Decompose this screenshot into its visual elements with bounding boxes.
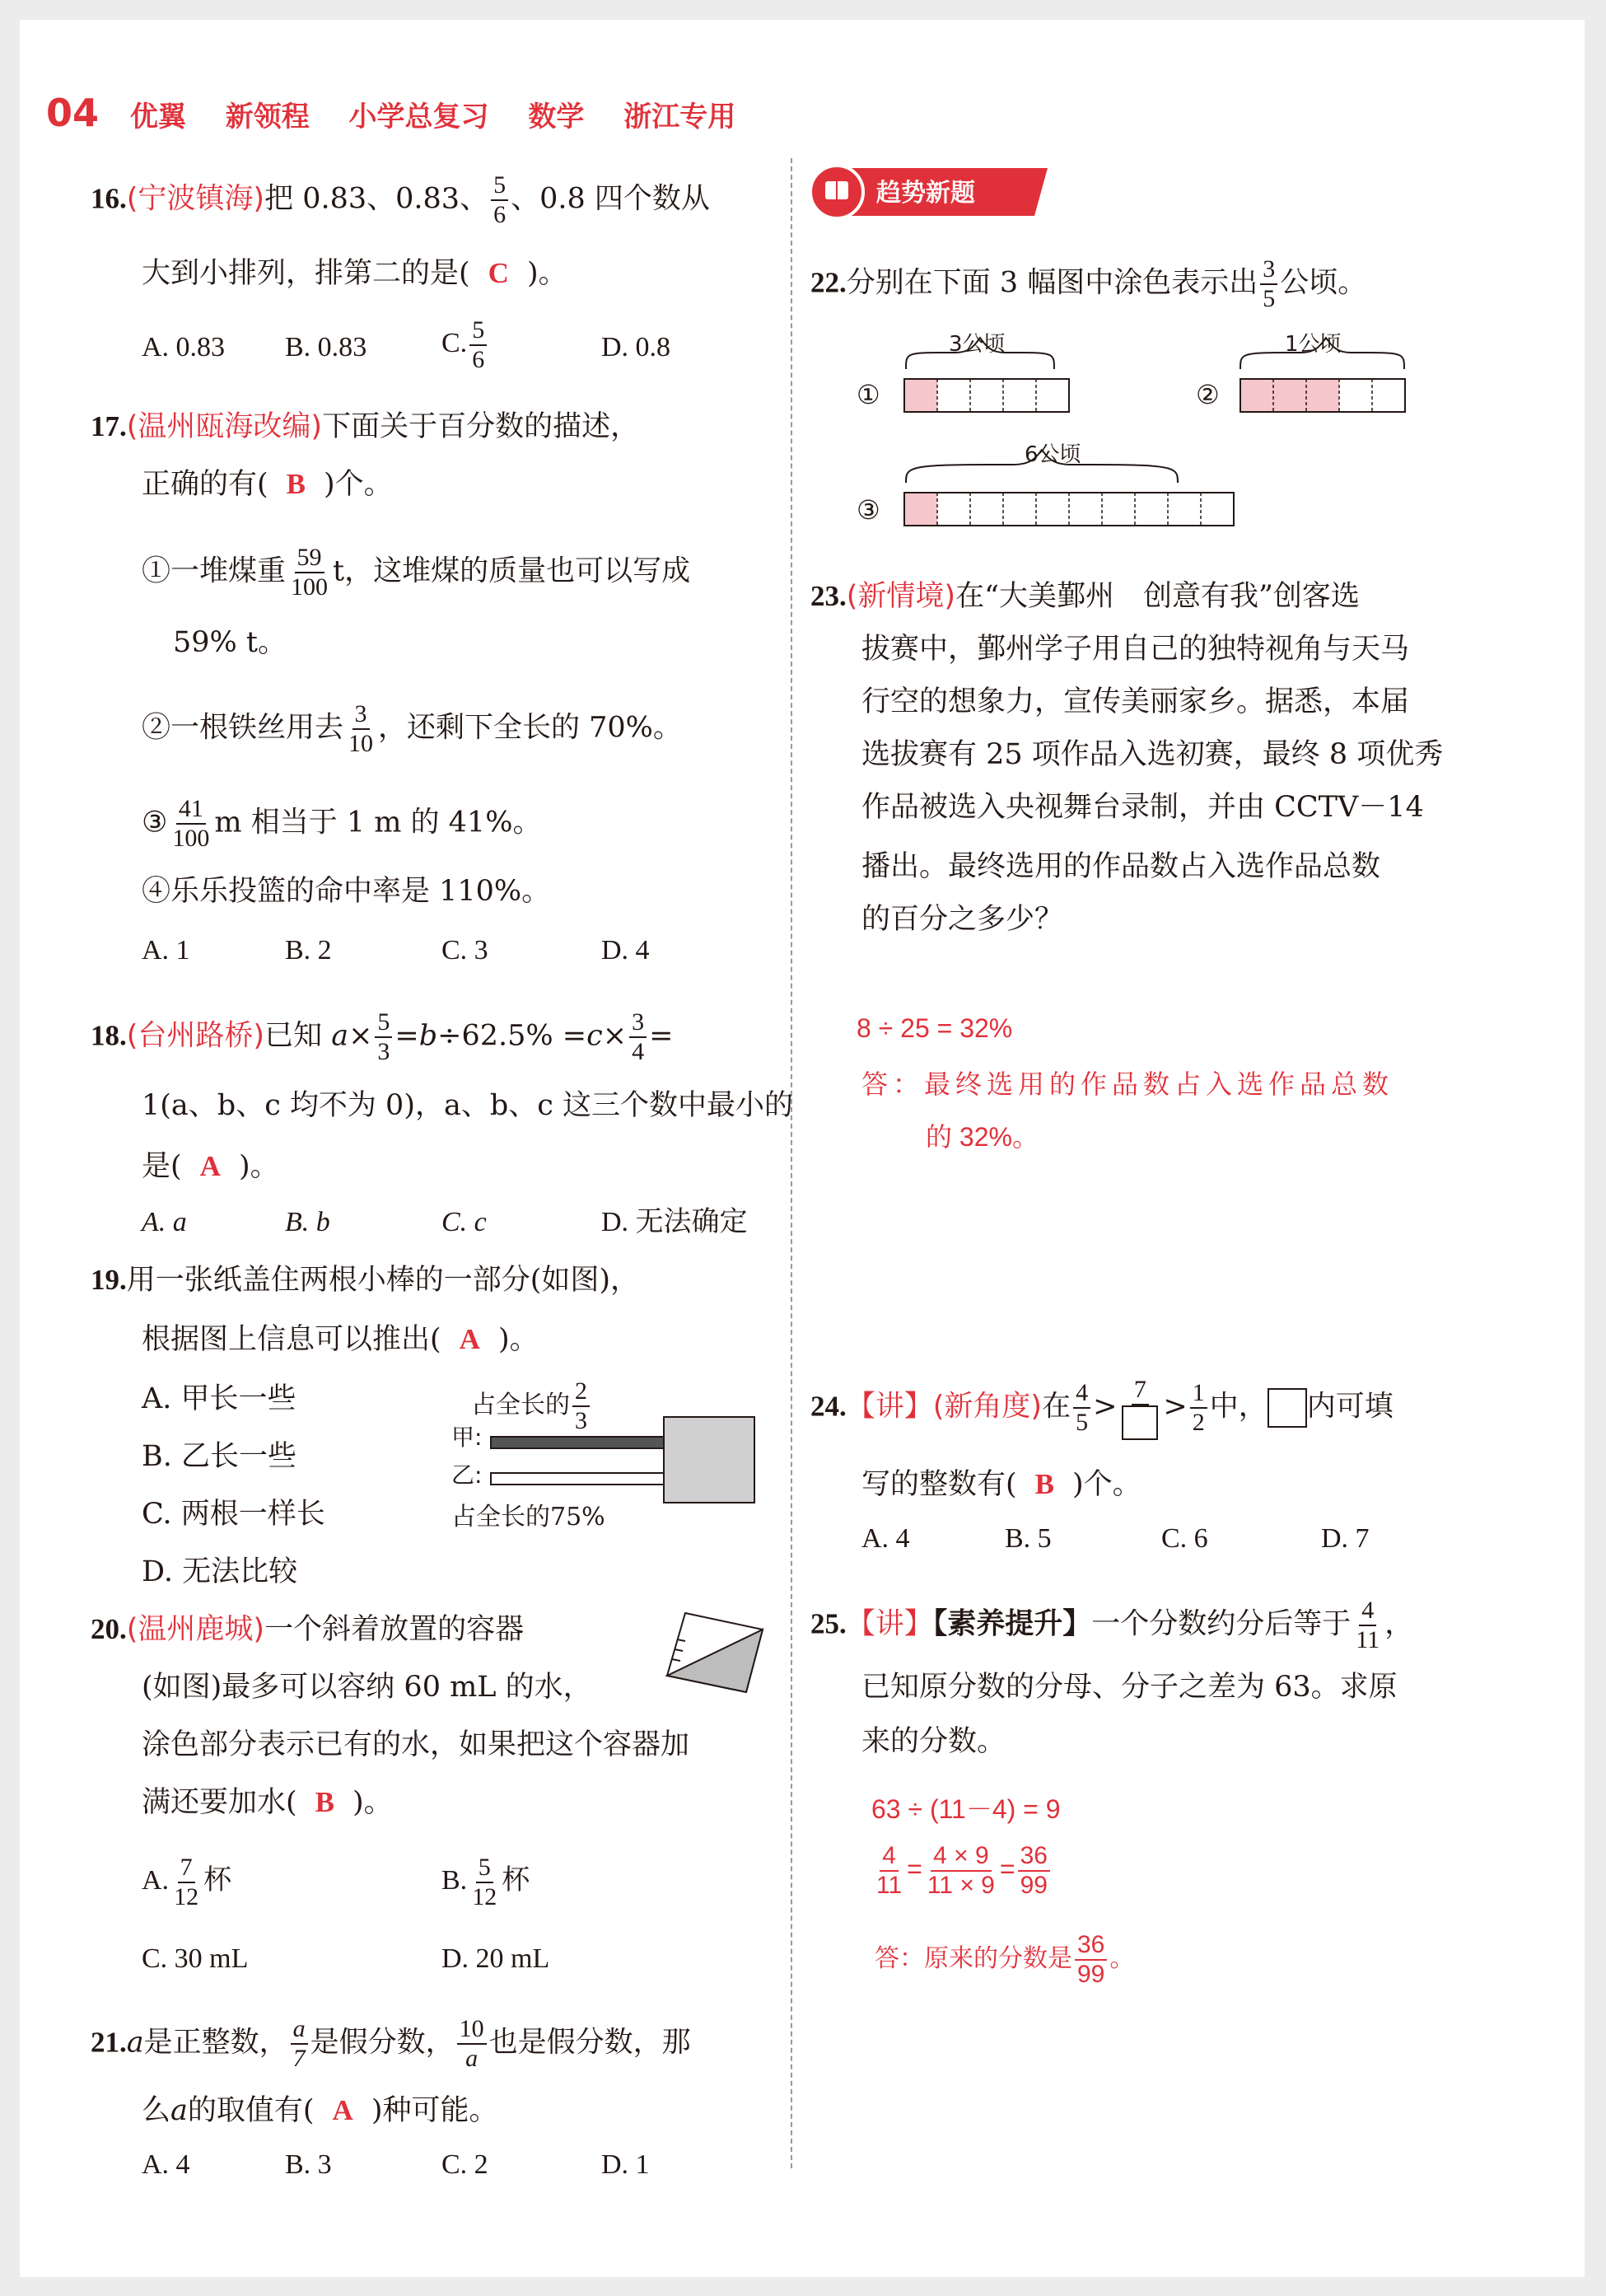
blank-box: [1268, 1388, 1307, 1428]
solution-answer-cont: 的 32%。: [926, 1122, 1039, 1152]
option-b: B. b: [285, 1207, 330, 1237]
text: 把 0.83、0.8: [264, 182, 441, 216]
question-16-line2: [142, 255, 567, 292]
solution-line: 63 ÷ (11－4) = 9: [871, 1794, 1061, 1824]
option-a: A. 4: [142, 2149, 190, 2180]
question-number: 16.: [91, 182, 127, 215]
figure-label-top: 占全长的 $\frac{2}{3}$: [471, 1377, 592, 1435]
answer: B: [286, 468, 306, 500]
question-16-line1: [91, 171, 710, 229]
sticks-figure: [445, 1415, 758, 1506]
option-c: C. $\frac{5}{6}$: [441, 316, 489, 374]
option-a: A. 4: [861, 1523, 910, 1554]
question-number: 17.: [91, 410, 127, 442]
option-d: D. 0.8: [601, 332, 671, 362]
header-item: 浙江专用: [623, 101, 736, 133]
marker-3: ③: [857, 494, 880, 526]
page-header: [46, 91, 765, 135]
option-b: B. $\frac{5}{12}$ 杯: [441, 1854, 530, 1910]
option-c: C. 3: [441, 935, 488, 966]
question-21-line2: 么a的取值有( A )种可能。: [142, 2094, 498, 2127]
option-b: B. 0.83: [285, 332, 367, 362]
question-20-line3: 涂色部分表示已有的水，如果把这个容器加: [142, 1728, 690, 1761]
question-23-line: 播出。最终选用的作品数占入选作品总数: [861, 850, 1381, 883]
question-17-line2: [142, 466, 393, 503]
badge-label: 趋势新题: [876, 179, 975, 208]
fig2-label: 1公顷: [1285, 332, 1342, 357]
label-yi: 乙:: [451, 1461, 483, 1489]
question-19-line2: 根据图上信息可以推出( A )。: [142, 1323, 539, 1356]
question-25-line2: 已知原分数的分母、分子之差为 63。求原: [861, 1671, 1398, 1704]
statement-1-cont: 59% t。: [173, 626, 287, 659]
option-c: C. 2: [441, 2149, 488, 2180]
paper-cover: [664, 1417, 754, 1503]
question-18-line2: 1(a、b、c 均不为 0)，a、b、c 这三个数中最小的: [142, 1089, 793, 1122]
option-b: B. 2: [285, 935, 332, 966]
option-d: D. 4: [601, 935, 650, 966]
question-18-line1: 18.(台州路桥)已知 a× $\frac{5}{3}$ =b÷62.5% =c× $\frac{3}{4}$ =: [91, 1008, 674, 1065]
source-tag: (温州瓯海改编): [126, 410, 323, 443]
question-21-line1: 21.a是正整数， $\frac{a}{7}$ 是假分数， $\frac{10}{a}$ 也是假分数，那: [91, 2015, 691, 2072]
option-a: A. 甲长一些: [142, 1382, 296, 1415]
option-d: D. 20 mL: [441, 1943, 550, 1974]
fig3-label: 6公顷: [1025, 442, 1081, 467]
question-18-line3: 是( A )。: [142, 1150, 279, 1183]
option-a: A. a: [142, 1207, 187, 1237]
marker-2: ②: [1196, 379, 1220, 410]
solution-line: 8 ÷ 25 = 32%: [857, 1013, 1013, 1043]
text: )个。: [324, 468, 393, 501]
marker-1: ①: [857, 379, 880, 410]
stick-yi: [491, 1473, 677, 1485]
figure-label-bottom: 占全长的75%: [451, 1503, 605, 1531]
text: 下面关于百分数的描述，: [322, 410, 640, 443]
solution-fraction-line: $\frac{4}{11}$ = $\frac{4 \times 9}{11 \times 9}$ = $\frac{36}{99}$: [871, 1842, 1053, 1900]
question-24-line2: 写的整数有( B )个。: [861, 1468, 1141, 1501]
statement-4: ④乐乐投篮的命中率是 110%。: [142, 875, 551, 908]
option-d: D. 7: [1321, 1523, 1370, 1554]
question-19-line1: 19.用一张纸盖住两根小棒的一部分(如图)，: [91, 1264, 640, 1297]
page-number: 04: [46, 91, 100, 135]
container-figure: [659, 1606, 766, 1697]
text: 大到小排列，排第二的是(: [142, 257, 470, 290]
statement-1: ①一堆煤重 $\frac{59}{100}$ t，这堆煤的质量也可以写成: [142, 544, 691, 601]
option-b: B. 乙长一些: [142, 1440, 296, 1473]
question-23-line1: 23.(新情境)在“大美鄞州 创意有我”创客选: [810, 580, 1360, 613]
question-17-line1: [91, 409, 639, 445]
option-a: A. 0.83: [142, 332, 226, 362]
statement-3: ③ $\frac{41}{100}$ m 相当于 1 m 的 41%。: [142, 795, 542, 852]
question-20-line4: 满还要加水( B )。: [142, 1786, 393, 1819]
option-c: C. 两根一样长: [142, 1498, 325, 1531]
question-22-line1: 22.分别在下面 3 幅图中涂色表示出 $\frac{3}{5}$ 公顷。: [810, 255, 1367, 312]
option-c: C. 30 mL: [142, 1943, 249, 1974]
label-jia: 甲:: [451, 1424, 483, 1451]
option-a: A. $\frac{7}{12}$ 杯: [142, 1854, 232, 1910]
option-b: B. 5: [1005, 1523, 1052, 1554]
header-item: 新领程: [225, 101, 310, 133]
question-23-line: 行空的想象力，宣传美丽家乡。据悉，本届: [861, 685, 1410, 718]
question-23-line: 拔赛中，鄞州学子用自己的独特视角与天马: [861, 633, 1410, 666]
blank-box: [1122, 1405, 1158, 1440]
option-a: A. 1: [142, 935, 190, 966]
stick-jia: [491, 1437, 677, 1448]
trend-badge: [809, 163, 1056, 221]
fraction: $\frac{5}{6}$: [491, 171, 508, 229]
column-divider: [791, 158, 792, 2168]
header-item: 小学总复习: [348, 101, 489, 133]
option-c: C. 6: [1161, 1523, 1208, 1554]
answer: C: [488, 257, 509, 289]
text: 正确的有(: [142, 468, 268, 501]
solution-answer: 答：原来的分数是 $\frac{36}{99}$ 。: [875, 1931, 1135, 1988]
question-23-line: 选拔赛有 25 项作品入选初赛，最终 8 项优秀: [861, 738, 1444, 771]
question-20-line2: (如图)最多可以容纳 60 mL 的水，: [142, 1671, 592, 1704]
statement-2: ②一根铁丝用去 $\frac{3}{10}$ ，还剩下全长的 70%。: [142, 700, 682, 757]
text: 、: [460, 182, 489, 216]
question-23-line: 的百分之多少？: [861, 903, 1064, 936]
question-24-line1: 24.【讲】(新角度)在 $\frac{4}{5}$ > 7 > $\frac{1}{2}$ 中， 内可填: [810, 1376, 1394, 1440]
question-20-line1: 20.(温州鹿城)一个斜着放置的容器: [91, 1613, 525, 1646]
area-figures: [857, 330, 1433, 527]
option-d: D. 无法确定: [601, 1207, 748, 1237]
option-c: C. c: [441, 1207, 487, 1237]
question-25-line3: 来的分数。: [861, 1725, 1006, 1758]
option-d: D. 1: [601, 2149, 650, 2180]
text: 、0.8 四个数从: [511, 182, 710, 216]
text: )。: [526, 257, 567, 290]
question-25-line1: 25.【讲】【素养提升】一个分数约分后等于 $\frac{4}{11}$ ，: [810, 1597, 1414, 1653]
option-d: D. 无法比较: [142, 1555, 298, 1588]
header-item: 数学: [528, 101, 585, 133]
option-b: B. 3: [285, 2149, 332, 2180]
repeating-digit: 3: [441, 182, 460, 216]
header-item: 优翼: [129, 101, 186, 133]
solution-answer: 答：最终选用的作品数占入选作品总数: [861, 1069, 1394, 1099]
source-tag: (宁波镇海): [126, 182, 265, 216]
fig1-label: 3公顷: [949, 332, 1006, 357]
question-23-line: 作品被选入央视舞台录制，并由 CCTV－14: [861, 791, 1424, 824]
